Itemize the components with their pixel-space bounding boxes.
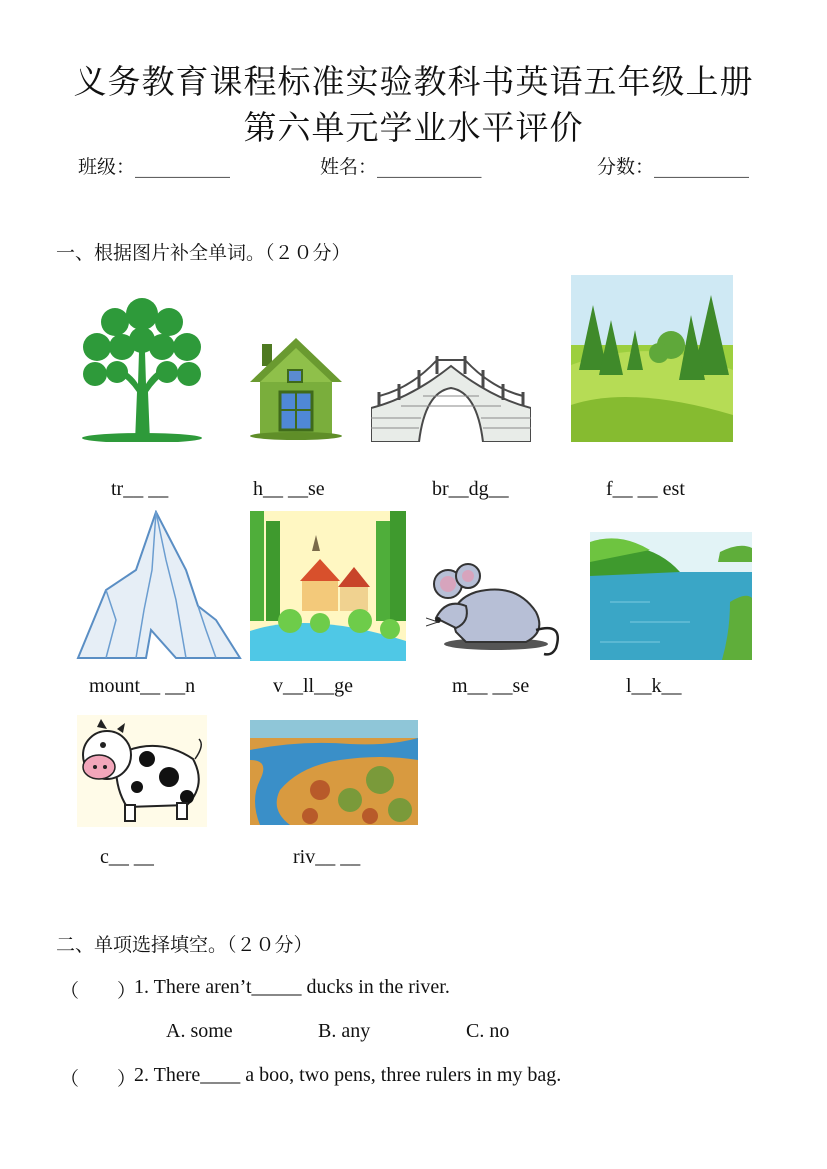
word-cow[interactable]: c__ __ (100, 846, 154, 868)
q1-option-b[interactable]: B. any (318, 1020, 371, 1042)
cow-icon (77, 715, 207, 827)
word-lake[interactable]: l__k__ (626, 675, 682, 697)
word-village[interactable]: v__ll__ge (273, 675, 353, 697)
word-bridge[interactable]: br__dg__ (432, 478, 509, 500)
mouse-icon (426, 562, 566, 658)
river-icon (250, 720, 418, 825)
answer-blank-2[interactable]: （ ） (60, 1068, 137, 1090)
mountain-icon (76, 510, 242, 660)
word-mouse[interactable]: m__ __se (452, 675, 530, 697)
name-field[interactable]: 姓名：___________ (320, 156, 482, 178)
section2-heading: 二、单项选择填空。（２０分） (56, 934, 313, 956)
question-2-text: 2. There____ a boo, two pens, three rulers in my bag. (134, 1064, 562, 1086)
section1-heading: 一、根据图片补全单词。（２０分） (56, 242, 351, 264)
q1-option-a[interactable]: A. some (166, 1020, 233, 1042)
answer-blank-1[interactable]: （ ） (60, 980, 137, 1002)
page-title-line2: 第六单元学业水平评价 (243, 108, 584, 147)
word-river[interactable]: riv__ __ (293, 846, 361, 868)
question-1-text: 1. There aren’t_____ ducks in the river. (134, 976, 450, 998)
word-mountain[interactable]: mount__ __n (89, 675, 196, 697)
word-forest[interactable]: f__ __ est (606, 478, 685, 500)
forest-icon (571, 275, 733, 442)
score-field[interactable]: 分数：__________ (597, 156, 750, 178)
lake-icon (590, 532, 752, 660)
village-icon (250, 511, 406, 661)
word-house[interactable]: h__ __se (253, 478, 325, 500)
tree-icon (77, 292, 207, 442)
bridge-icon (371, 348, 531, 442)
house-icon (248, 336, 344, 440)
page-title-line1: 义务教育课程标准实验教科书英语五年级上册 (73, 62, 754, 101)
q1-option-c[interactable]: C. no (466, 1020, 510, 1042)
word-tree[interactable]: tr__ __ (111, 478, 169, 500)
class-field[interactable]: 班级：__________ (78, 156, 231, 178)
